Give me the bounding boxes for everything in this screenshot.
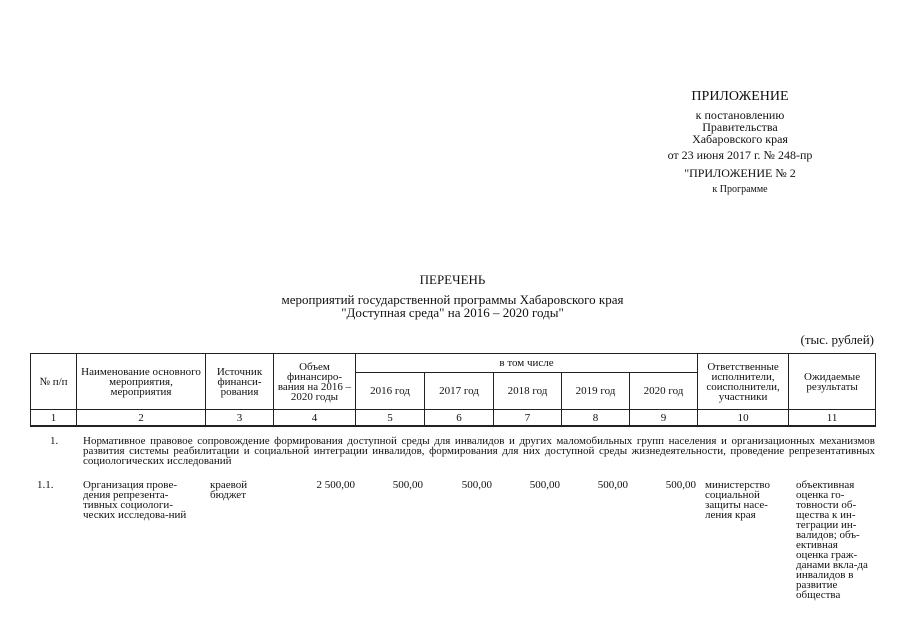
header-executors: Ответственные исполнители, соисполнители, участники	[698, 354, 789, 410]
row-source: краевой бюджет	[210, 479, 248, 501]
appendix-line-2: Правительства	[702, 120, 778, 134]
appendix-line-1: к постановлению	[695, 108, 785, 122]
prior-appendix-title: "ПРИЛОЖЕНИЕ № 2	[684, 166, 796, 180]
row-result: объективная оценка го-товности об-щества к ин-теграции ин-валидов; объ-ективная оценка граж-данами вкла-да инвалидов в развитие общества	[796, 479, 868, 601]
document-subtitle-line-2: "Доступная среда" на 2016 – 2020 годы"	[341, 305, 564, 320]
header-num: № п/п	[31, 354, 77, 410]
measures-table-header	[30, 353, 876, 427]
section-number: 1.	[50, 435, 59, 447]
header-results: Ожидаемые результаты	[789, 354, 876, 410]
column-number: 4	[274, 410, 356, 427]
column-number: 10	[698, 410, 789, 427]
column-number: 9	[630, 410, 698, 427]
units-label: (тыс. рублей)	[800, 332, 874, 347]
header-year-2017: 2017 год	[425, 373, 494, 410]
row-executor: министерство социальной защиты насе-ления края	[705, 479, 771, 521]
document-subtitle-line-1: мероприятий государственной программы Хабаровского края	[281, 292, 624, 307]
header-year-2019: 2019 год	[562, 373, 630, 410]
column-number: 8	[562, 410, 630, 427]
document-subtitle	[0, 293, 905, 319]
column-number: 7	[494, 410, 562, 427]
header-volume: Объем финансиро-вания на 2016 – 2020 годы	[274, 354, 356, 410]
header-name: Наименование основного мероприятия, мероприятия	[77, 354, 206, 410]
column-number: 1	[31, 410, 77, 427]
header-including: в том числе	[356, 354, 698, 373]
row-volume: 2 500,00	[316, 479, 355, 491]
header-year-2016: 2016 год	[356, 373, 425, 410]
section-title: Нормативное правовое сопровождение формирования доступной среды для инвалидов и других маломобильных групп населения и организационных механизмов развития системы реабилитации и социальной интеграции инвалидов, формирования для них доступной среды жизнедеятельности, проведение репрезентативных социологических исследований	[83, 435, 875, 467]
document-title: ПЕРЕЧЕНЬ	[419, 272, 486, 287]
prior-appendix-sub: к Программе	[712, 184, 768, 195]
column-number: 3	[206, 410, 274, 427]
header-year-2018: 2018 год	[494, 373, 562, 410]
row-2018: 500,00	[529, 479, 560, 491]
appendix-date-line: от 23 июня 2017 г. № 248-пр	[667, 148, 813, 162]
header-source: Источник финанси-рования	[206, 354, 274, 410]
column-number: 5	[356, 410, 425, 427]
appendix-line-3: Хабаровского края	[692, 132, 788, 146]
row-2019: 500,00	[597, 479, 628, 491]
column-number: 6	[425, 410, 494, 427]
header-year-2020: 2020 год	[630, 373, 698, 410]
row-number: 1.1.	[37, 479, 54, 491]
row-2020: 500,00	[665, 479, 696, 491]
appendix-block	[620, 91, 860, 196]
column-number: 2	[77, 410, 206, 427]
row-2016: 500,00	[392, 479, 423, 491]
row-2017: 500,00	[461, 479, 492, 491]
row-name: Организация прове-дения репрезента-тивных социологи-ческих исследова-ний	[83, 479, 187, 521]
appendix-title: ПРИЛОЖЕНИЕ	[691, 89, 789, 104]
column-number: 11	[789, 410, 876, 427]
